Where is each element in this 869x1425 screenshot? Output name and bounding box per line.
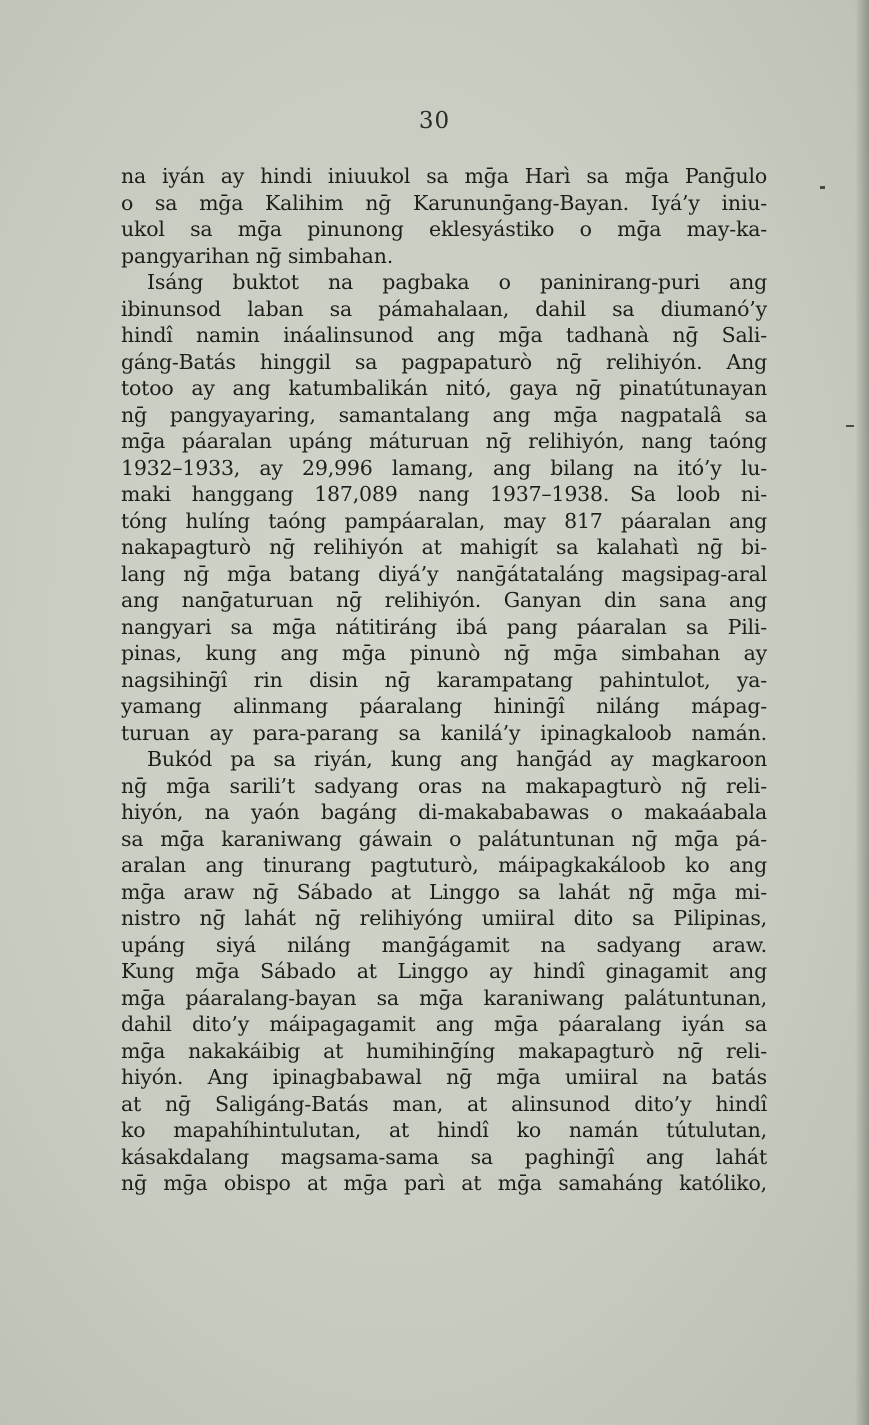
text-line: o sa mḡa Kalihim nḡ Karununḡang-Bayan. Iyá’y iniu- — [121, 190, 767, 215]
text-line: ang nanḡaturuan nḡ relihiyón. Ganyan din sana ang — [121, 588, 767, 612]
text-line: mḡa araw nḡ Sábado at Linggo sa lahát nḡ mḡa mi- — [121, 879, 767, 904]
text-line: sa mḡa karaniwang gáwain o palátuntunan nḡ mḡa pá- — [121, 826, 767, 851]
text-line: ko mapahíhintulutan, at hindî ko namán tútulutan, — [121, 1118, 767, 1142]
text-line: nḡ mḡa obispo at mḡa parì at mḡa samaháng katóliko, — [121, 1171, 767, 1195]
text-line: 1932–1933, ay 29,996 lamang, ang bilang na itó’y lu- — [121, 455, 767, 480]
text-line: lang nḡ mḡa batang diyá’y nanḡátataláng magsipag-aral — [121, 561, 767, 586]
text-line: aralan ang tinurang pagtuturò, máipagkakáloob ko ang — [121, 853, 767, 877]
text-line: mḡa nakakáibig at humihinḡíng makapagturò nḡ reli- — [121, 1038, 767, 1063]
text-line: nistro nḡ lahát nḡ relihiyóng umiiral dito sa Pilipinas, — [121, 906, 767, 930]
margin-speck — [820, 186, 825, 189]
text-line: Isáng buktot na pagbaka o paninirang-puri ang — [147, 270, 767, 294]
text-line: nḡ pangyayaring, samantalang ang mḡa nagpatalâ sa — [121, 402, 767, 427]
text-line: hindî namin ináalinsunod ang mḡa tadhanà nḡ Sali- — [121, 323, 767, 347]
text-line: gáng-Batás hinggil sa pagpapaturò nḡ relihiyón. Ang — [121, 349, 767, 374]
text-line: yamang alinmang páaralang hininḡî niláng mápag- — [121, 694, 767, 718]
text-line: ibinunsod laban sa pámahalaan, dahil sa diumanó’y — [121, 296, 767, 321]
text-line: pinas, kung ang mḡa pinunò nḡ mḡa simbahan ay — [121, 641, 767, 665]
text-line: na iyán ay hindi iniuukol sa mḡa Harì sa mḡa Panḡulo — [121, 164, 767, 188]
text-line: upáng siyá niláng manḡágamit na sadyang araw. — [121, 932, 767, 957]
text-line: pangyarihan nḡ simbahan. — [121, 243, 394, 268]
text-line: mḡa páaralang-bayan sa mḡa karaniwang palátuntunan, — [121, 985, 767, 1010]
text-line: nagsihinḡî rin disin nḡ karampatang pahintulot, ya- — [121, 667, 767, 692]
text-line: nakapagturò nḡ relihiyón at mahigít sa kalahatì nḡ bi- — [121, 535, 767, 559]
margin-speck — [846, 425, 854, 427]
text-line: mḡa páaralan upáng máturuan nḡ relihiyón, nang taóng — [121, 429, 767, 453]
text-line: kásakdalang magsama-sama sa paghinḡî ang lahát — [121, 1144, 767, 1169]
text-line: hiyón, na yaón bagáng di-makababawas o makaáabala — [121, 800, 767, 824]
text-line: dahil dito’y máipagagamit ang mḡa páaralang iyán sa — [121, 1012, 767, 1036]
text-line: tóng hulíng taóng pampáaralan, may 817 páaralan ang — [121, 508, 767, 533]
text-line: Bukód pa sa riyán, kung ang hanḡád ay magkaroon — [147, 747, 767, 771]
text-line: nangyari sa mḡa nátitiráng ibá pang páaralan sa Pili- — [121, 614, 767, 639]
text-line: at nḡ Saligáng-Batás man, at alinsunod dito’y hindî — [121, 1091, 767, 1116]
text-line: Kung mḡa Sábado at Linggo ay hindî ginagamit ang — [121, 959, 767, 983]
text-line: nḡ mḡa sarili’t sadyang oras na makapagturò nḡ reli- — [121, 773, 767, 798]
page-number: 30 — [418, 108, 451, 134]
text-line: maki hanggang 187,089 nang 1937–1938. Sa loob ni- — [121, 482, 767, 506]
body-text — [121, 163, 767, 1197]
text-line: ukol sa mḡa pinunong eklesyástiko o mḡa may-ka- — [121, 217, 767, 241]
text-line: totoo ay ang katumbalikán nitó, gaya nḡ pinatútunayan — [121, 376, 767, 400]
page-edge-shadow — [855, 0, 869, 1425]
text-line: turuan ay para-parang sa kanilá’y ipinagkaloob namán. — [121, 720, 767, 745]
text-line: hiyón. Ang ipinagbabawal nḡ mḡa umiiral na batás — [121, 1065, 767, 1089]
